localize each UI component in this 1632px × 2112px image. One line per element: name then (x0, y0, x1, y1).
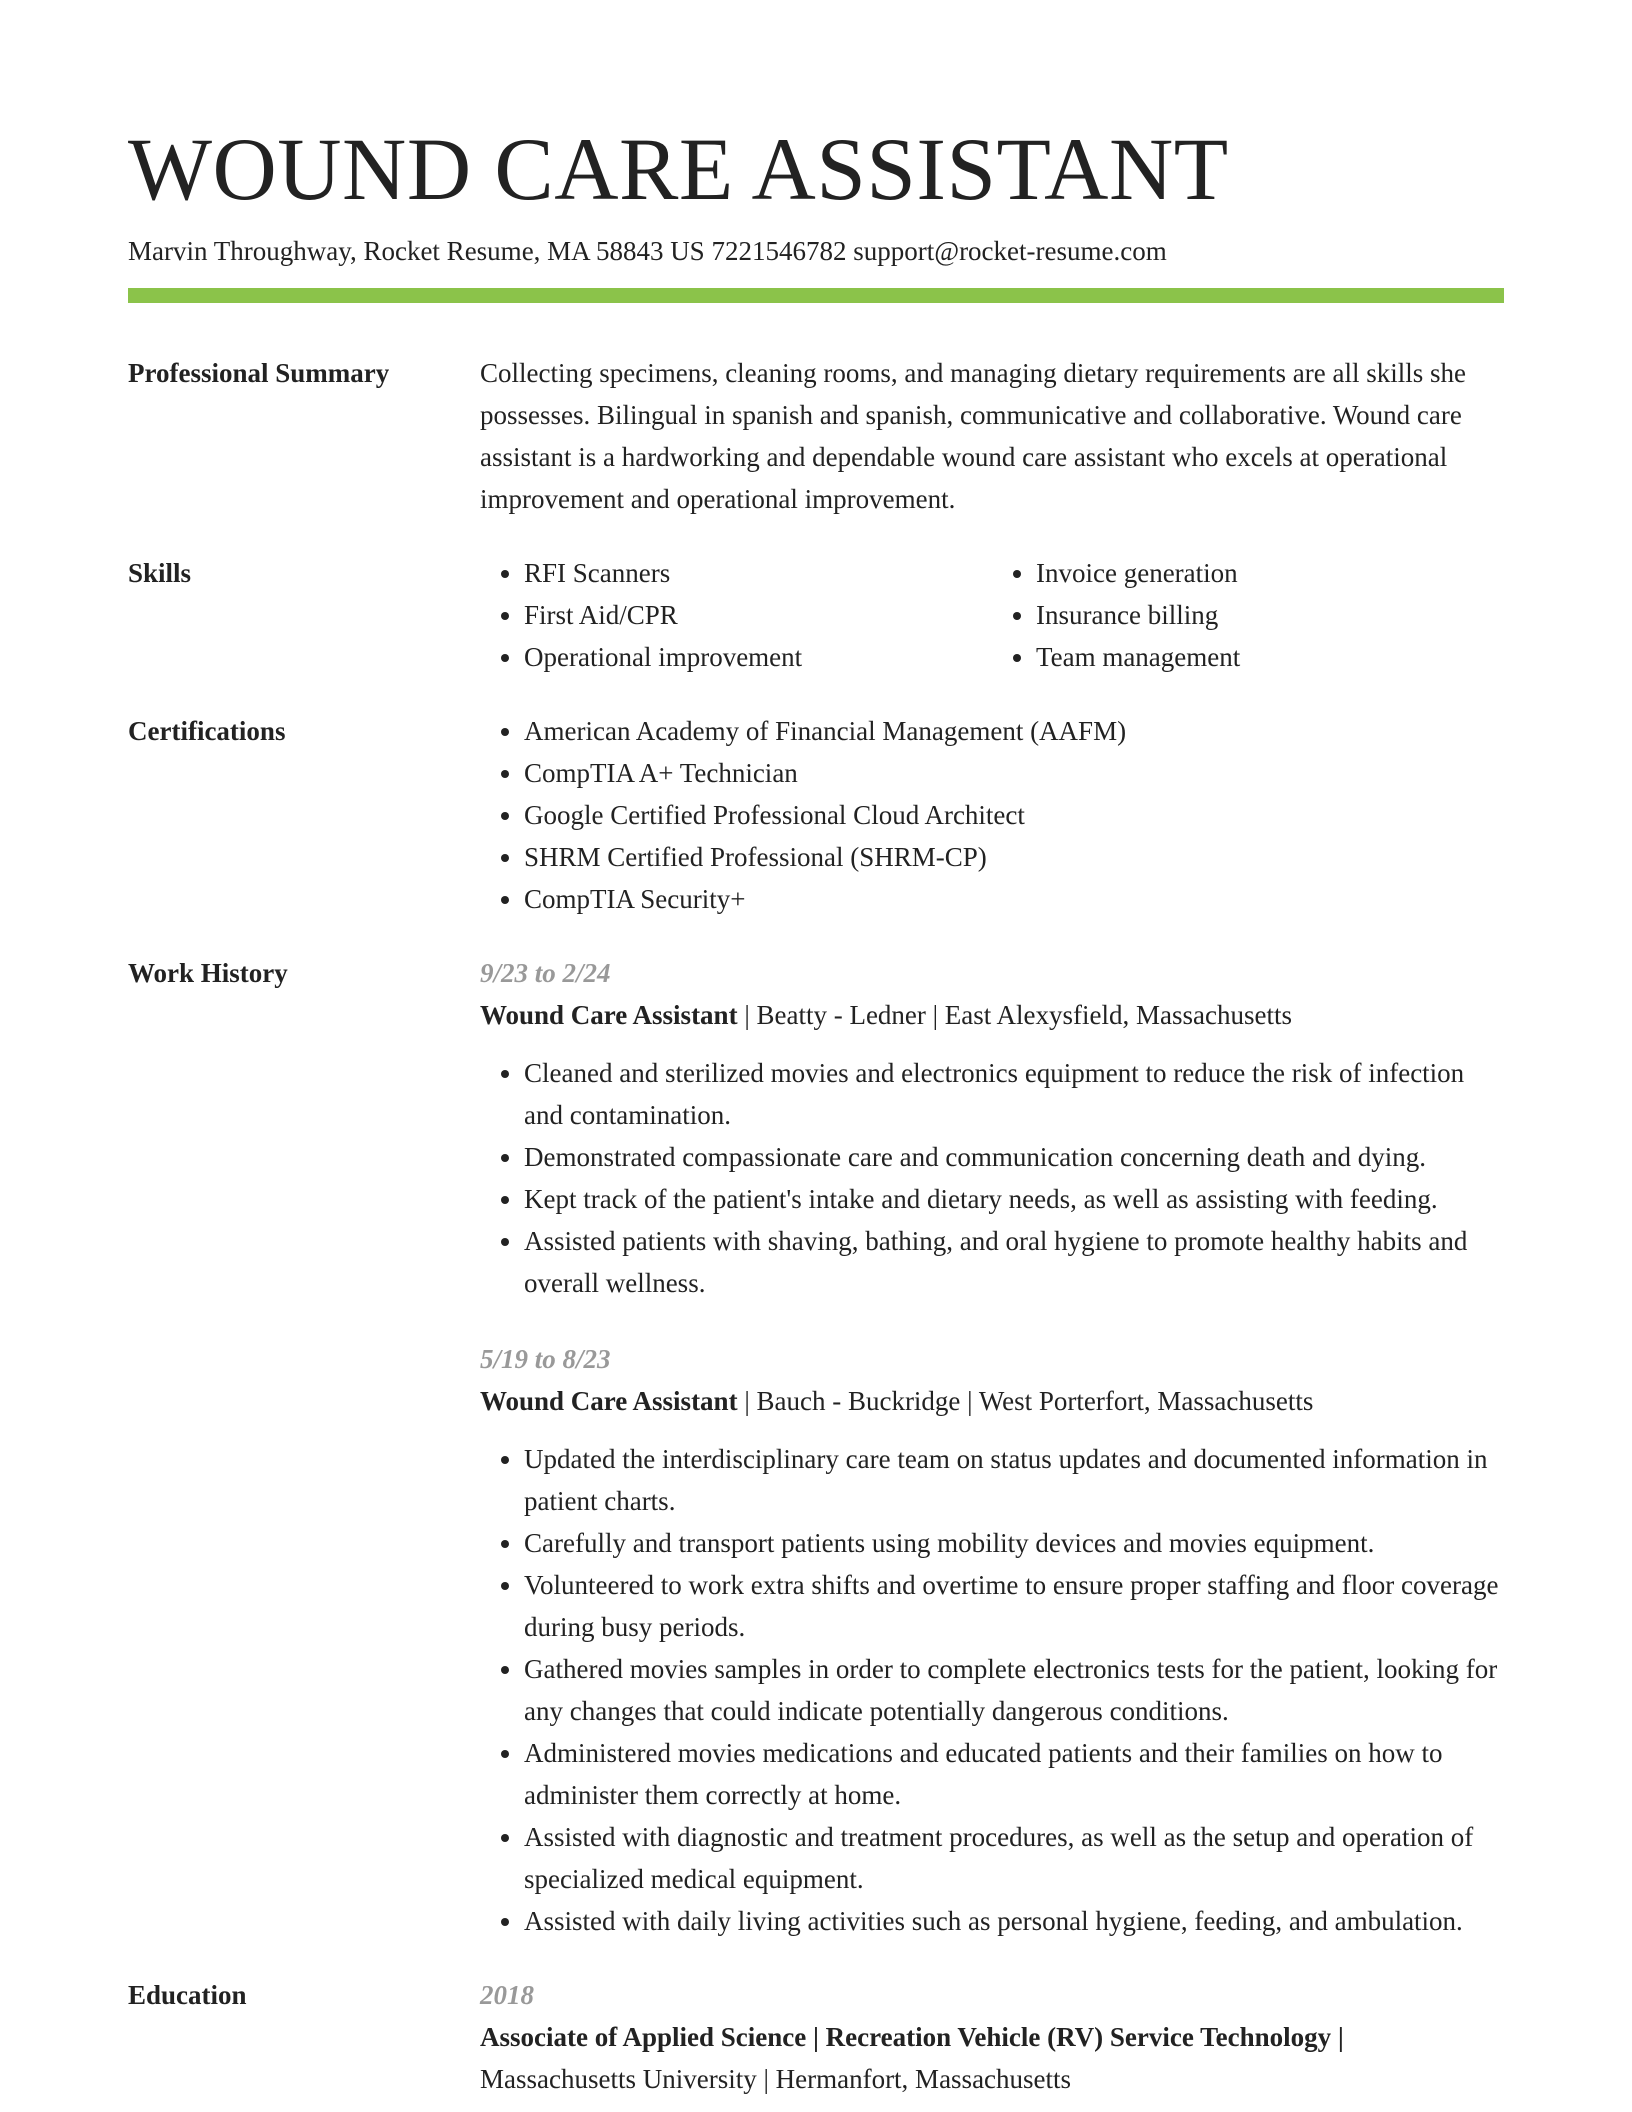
job-role: Wound Care Assistant (480, 1000, 738, 1030)
skills-list-left (480, 552, 992, 678)
job-bullet: • Updated the interdisciplinary care team on status updates and documented information in patient charts. (524, 1438, 1504, 1522)
job-date: 9/23 to 2/24 (480, 958, 611, 988)
job-title-line (480, 1380, 1504, 1422)
job-details: | Bauch - Buckridge | West Porterfort, Massachusetts (737, 1386, 1314, 1416)
job-bullet: • Assisted patients with shaving, bathing, and oral hygiene to promote healthy habits and overall wellness. (524, 1220, 1504, 1304)
certification-item: • American Academy of Financial Management (AAFM) (524, 710, 1504, 752)
summary-text: Collecting specimens, cleaning rooms, and managing dietary requirements are all skills she possesses. Bilingual in spanish and spanish, communicative and collaborative. Wound care assistant is a hardworking and dependable wound care assistant who excels at operational improvement and operational improvement. (480, 358, 1466, 514)
job-title-line (480, 994, 1504, 1036)
summary-label: Professional Summary (128, 358, 390, 388)
skill-item: • Operational improvement (524, 636, 992, 678)
job-bullets (480, 1438, 1504, 1942)
job-bullet: • Kept track of the patient's intake and dietary needs, as well as assisting with feeding. (524, 1178, 1504, 1220)
certifications-label: Certifications (128, 716, 286, 746)
job-bullet: • Cleaned and sterilized movies and electronics equipment to reduce the risk of infection and contamination. (524, 1052, 1504, 1136)
education-section (128, 1974, 1504, 2100)
resume-page (128, 0, 1504, 2100)
job-bullet: • Gathered movies samples in order to complete electronics tests for the patient, looking for any changes that could indicate potentially dangerous conditions. (524, 1648, 1504, 1732)
education-school: Massachusetts University | Hermanfort, Massachusetts (480, 2064, 1072, 2094)
education-label: Education (128, 1980, 247, 2010)
certification-item: • CompTIA Security+ (524, 878, 1504, 920)
job-entry (480, 1338, 1504, 1942)
skills-list-right (992, 552, 1504, 678)
skill-item: • Team management (1036, 636, 1504, 678)
certification-item: • CompTIA A+ Technician (524, 752, 1504, 794)
skills-section (128, 552, 1504, 678)
job-bullet: • Demonstrated compassionate care and communication concerning death and dying. (524, 1136, 1504, 1178)
job-entry (480, 952, 1504, 1304)
certifications-section (128, 710, 1504, 920)
education-degree: Associate of Applied Science | Recreation Vehicle (RV) Service Technology | (480, 2022, 1344, 2052)
header-divider (128, 288, 1504, 303)
education-date: 2018 (480, 1980, 534, 2010)
job-bullets (480, 1052, 1504, 1304)
work-history-label: Work History (128, 958, 288, 988)
job-bullet: • Assisted with daily living activities such as personal hygiene, feeding, and ambulation. (524, 1900, 1504, 1942)
work-history-section (128, 952, 1504, 1942)
job-bullet: • Volunteered to work extra shifts and overtime to ensure proper staffing and floor coverage during busy periods. (524, 1564, 1504, 1648)
resume-title: WOUND CARE ASSISTANT (128, 121, 1229, 219)
certifications-list (480, 710, 1504, 920)
skill-item: • Insurance billing (1036, 594, 1504, 636)
job-bullet: • Carefully and transport patients using mobility devices and movies equipment. (524, 1522, 1504, 1564)
certification-item: • SHRM Certified Professional (SHRM-CP) (524, 836, 1504, 878)
certification-item: • Google Certified Professional Cloud Architect (524, 794, 1504, 836)
job-bullet: • Assisted with diagnostic and treatment procedures, as well as the setup and operation of specialized medical equipment. (524, 1816, 1504, 1900)
certifications-content (480, 710, 1504, 920)
work-history-content (480, 952, 1504, 1942)
job-date: 5/19 to 8/23 (480, 1344, 611, 1374)
skill-item: • RFI Scanners (524, 552, 992, 594)
contact-line: Marvin Throughway, Rocket Resume, MA 58843 US 7221546782 support@rocket-resume.com (128, 236, 1167, 266)
job-details: | Beatty - Ledner | East Alexysfield, Massachusetts (737, 1000, 1293, 1030)
summary-section (128, 352, 1504, 520)
education-content (480, 1974, 1504, 2100)
skill-item: • Invoice generation (1036, 552, 1504, 594)
job-role: Wound Care Assistant (480, 1386, 738, 1416)
skills-label: Skills (128, 558, 192, 588)
job-bullet: • Administered movies medications and educated patients and their families on how to administer them correctly at home. (524, 1732, 1504, 1816)
skills-content (480, 552, 1504, 678)
skill-item: • First Aid/CPR (524, 594, 992, 636)
summary-content (480, 352, 1504, 520)
